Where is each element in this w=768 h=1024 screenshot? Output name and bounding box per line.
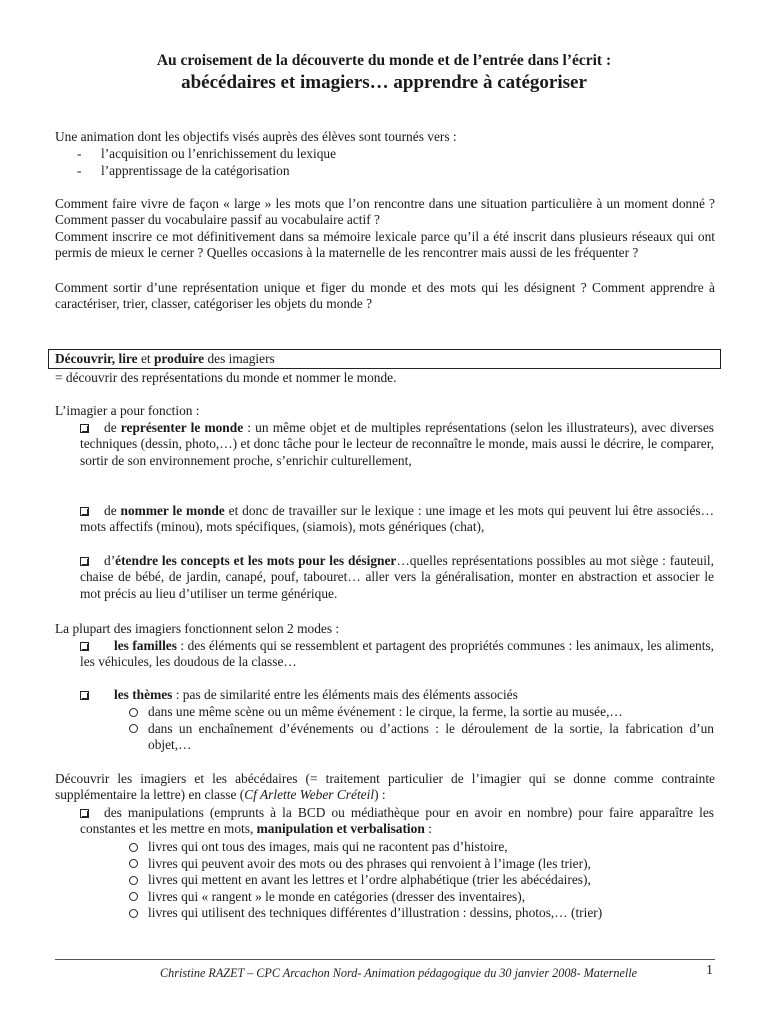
heading-rest: des imagiers <box>207 351 275 366</box>
manip-end: : <box>424 821 432 837</box>
mode-themes-text: : pas de similarité entre les éléments mais des éléments associés <box>172 687 518 702</box>
fonction-lead: L’imagier a pour fonction : <box>55 403 200 418</box>
fonction-bold: étendre les concepts et les mots pour les désigner <box>115 553 397 568</box>
manip-sub-3: livres qui mettent en avant les lettres et l’ordre alphabétique (trier les abécédaires), <box>148 872 591 887</box>
fonction-item-2 <box>80 503 714 536</box>
fonction-text: …quelles représentations possibles au mot siège : fauteuil, chaise de bébé, de jardin, canapé, pouf, tabouret… aller vers la généralisation, monter en abstraction et associer le mot précis au lieu d’utiliser un terme générique. <box>80 553 714 601</box>
title-line-1: Au croisement de la découverte du monde et de l’entrée dans l’écrit : <box>156 52 612 69</box>
mode-familles-bold: les familles <box>114 638 177 653</box>
circle-bullet-icon <box>129 843 138 852</box>
mode-familles <box>80 638 714 671</box>
fonction-prefix: de <box>104 503 117 518</box>
heading-word-produire: produire <box>153 351 205 366</box>
circle-bullet-icon <box>129 724 138 733</box>
fonction-text: : un même objet et de multiples représentations (selon les illustrateurs), avec diverses techniques (dessin, photo,…) et donc tâche pour le lecteur de reconnaître le monde, mais aussi le décrire, le comparer, sortir de son environnement proche, s’enrichir culturellement, <box>80 420 714 468</box>
fonction-prefix: de <box>104 420 117 435</box>
section-heading <box>55 351 275 367</box>
intro-item-2: l’apprentissage de la catégorisation <box>101 163 290 178</box>
intro-item-1: l’acquisition ou l’enrichissement du lexique <box>101 146 337 161</box>
fonction-prefix: d’ <box>104 553 116 568</box>
decouvrir-end: ) : <box>374 787 386 803</box>
heading-word-lire: lire <box>118 351 138 366</box>
section-definition: = découvrir des représentations du monde et nommer le monde. <box>55 370 397 385</box>
circle-bullet-icon <box>129 892 138 901</box>
question-paragraph-2: Comment inscrire ce mot définitivement dans sa mémoire lexicale parce qu’il a été inscrit dans plusieurs réseaux qui ont permis de mieux le cerner ? Quelles occasions à la maternelle de les rencontrer mais aussi de les fréquenter ? <box>55 229 715 261</box>
fonction-bold: nommer le monde <box>120 503 225 518</box>
intro-lead: Une animation dont les objectifs visés auprès des élèves sont tournés vers : <box>55 129 457 144</box>
modes-lead: La plupart des imagiers fonctionnent selon 2 modes : <box>55 621 340 636</box>
manip-sub-4: livres qui « rangent » le monde en catégories (dresser des inventaires), <box>148 889 526 904</box>
mode-familles-text: : des éléments qui se ressemblent et partagent des propriétés communes : les animaux, les aliments, les véhicules, les doudous de la classe… <box>80 638 714 670</box>
mode-themes <box>80 687 714 703</box>
decouvrir-italic: Cf Arlette Weber Créteil <box>244 787 375 803</box>
fonction-item-3 <box>80 553 714 602</box>
manip-item <box>80 805 714 838</box>
heading-word-decouvrir: Découvrir, <box>55 351 116 366</box>
footer-text: Christine RAZET – CPC Arcachon Nord- Animation pédagogique du 30 janvier 2008- Maternelle <box>160 966 638 980</box>
question-paragraph-1: Comment faire vivre de façon « large » les mots que l’on rencontre dans une situation particulière à un moment donné ? Comment passer du vocabulaire passif au vocabulaire actif ? <box>55 196 715 228</box>
manip-bold: manipulation et verbalisation <box>256 821 425 837</box>
circle-bullet-icon <box>129 876 138 885</box>
question-paragraph-3: Comment sortir d’une représentation unique et figer du monde et des mots qui les désignent ? Comment apprendre à caractériser, trier, classer, catégoriser les objets du monde ? <box>55 280 715 312</box>
circle-bullet-icon <box>129 909 138 918</box>
manip-text: des manipulations (emprunts à la BCD ou médiathèque pour en avoir en nombre) pour faire apparaître les constantes et les mettre en mots, <box>80 805 714 837</box>
fonction-text: et donc de travailler sur le lexique : une image et les mots qui peuvent lui être associés… mots affectifs (minou), mots spécifiques, (siamois), mots génériques (chat), <box>80 503 714 535</box>
decouvrir-paragraph <box>55 771 715 804</box>
fonction-item-1 <box>80 420 714 469</box>
manip-sub-5: livres qui utilisent des techniques différentes d’illustration : dessins, photos,… (trier) <box>148 905 603 920</box>
title-line-2: abécédaires et imagiers… apprendre à catégoriser <box>181 72 587 93</box>
fonction-bold: représenter le monde <box>120 420 244 435</box>
circle-bullet-icon <box>129 859 138 868</box>
manip-sub-2: livres qui peuvent avoir des mots ou des phrases qui renvoient à l’image (les trier), <box>148 856 591 871</box>
list-dash: - <box>77 146 82 161</box>
heading-word-et: et <box>140 351 151 366</box>
manip-sub-1: livres qui ont tous des images, mais qui ne racontent pas d’histoire, <box>148 839 508 854</box>
list-dash: - <box>77 163 82 178</box>
decouvrir-text: Découvrir les imagiers et les abécédaires (= traitement particulier de l’imagier qui se donne comme contrainte supplémentaire la lettre) en classe ( <box>55 771 715 803</box>
theme-sub-1: dans une même scène ou un même événement : le cirque, la ferme, la sortie au musée,… <box>148 704 623 719</box>
footer-divider <box>55 959 715 960</box>
theme-sub-2: dans un enchaînement d’événements ou d’actions : le déroulement de la sortie, la fabrication d’un objet,… <box>148 721 714 753</box>
mode-themes-bold: les thèmes <box>114 687 173 702</box>
page-number: 1 <box>706 963 713 978</box>
circle-bullet-icon <box>129 708 138 717</box>
